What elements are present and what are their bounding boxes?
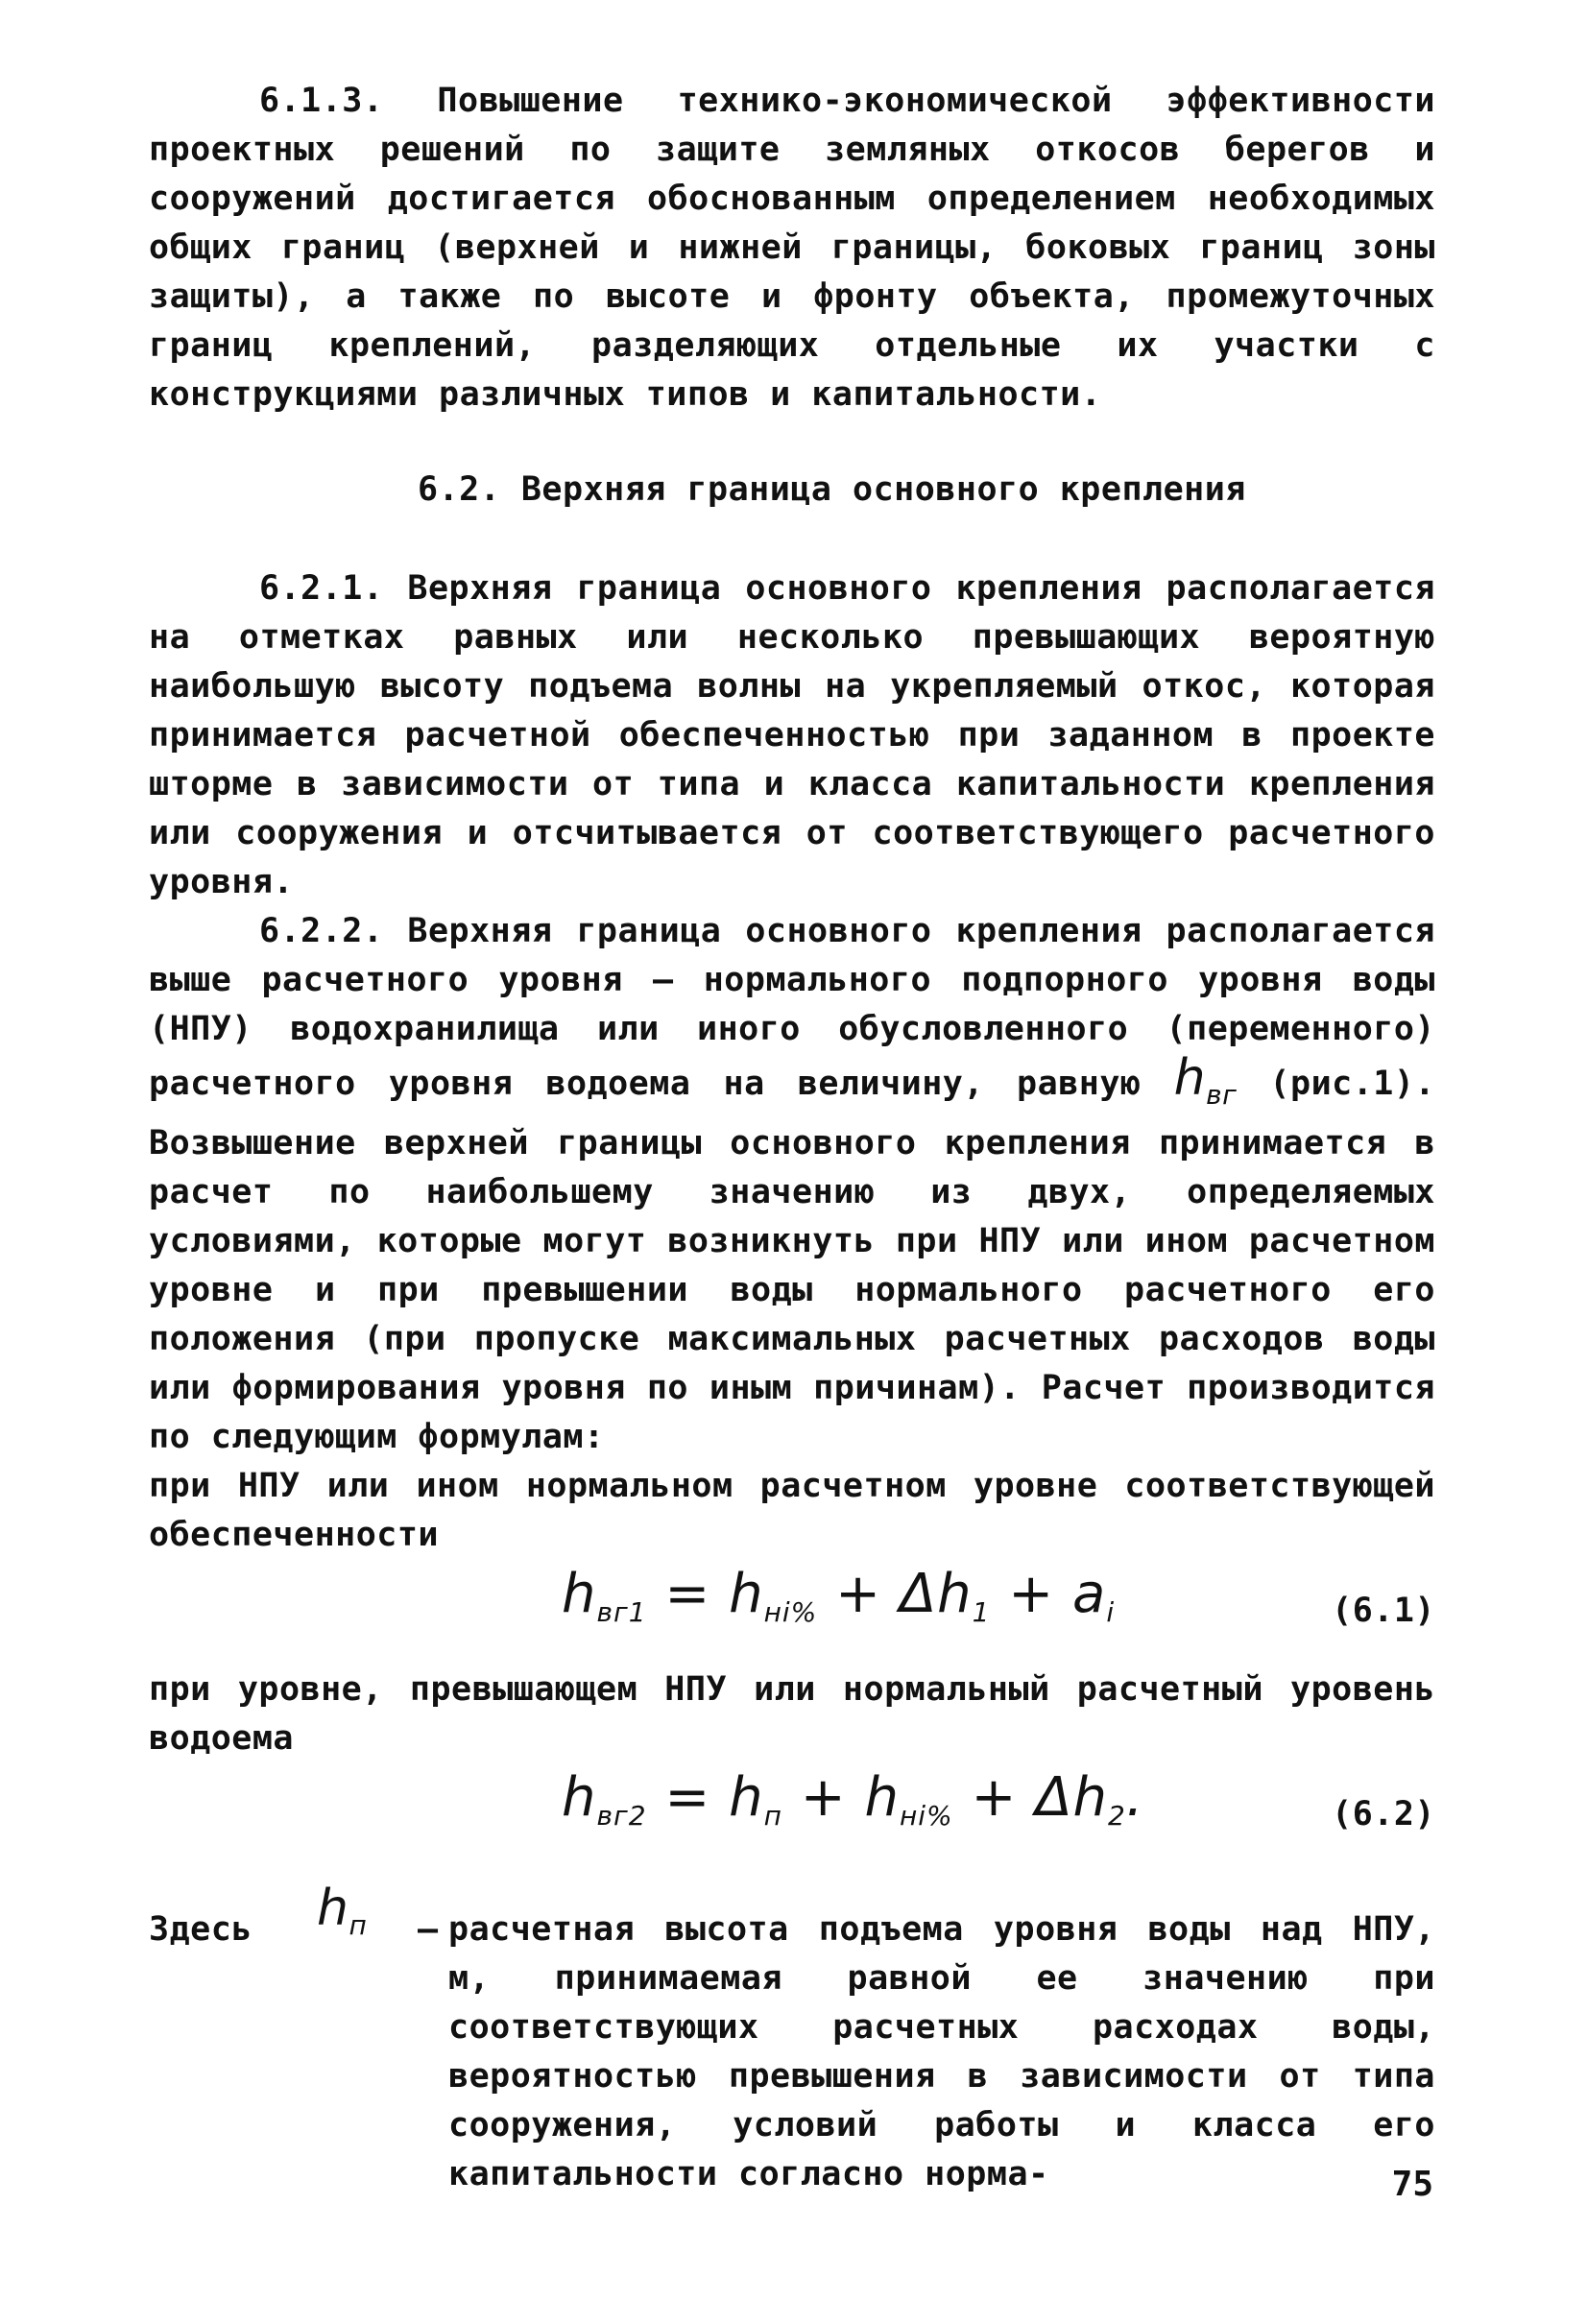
where-dash: – bbox=[418, 1910, 439, 1949]
page-number: 75 bbox=[1391, 2165, 1433, 2204]
formula-6-2-number: (6.2) bbox=[1332, 1795, 1435, 1833]
condition-1: при НПУ или ином нормальном расчетном уровне соответствующей обеспеченности bbox=[149, 1467, 1435, 1554]
condition-2: при уровне, превышающем НПУ или нормальный расчетный уровень водоема bbox=[149, 1670, 1435, 1758]
formula-6-1-number: (6.1) bbox=[1332, 1592, 1435, 1630]
formula-6-2-row bbox=[149, 1763, 1435, 1869]
where-label: Здесь bbox=[149, 1910, 252, 1949]
paragraph-6-2-2-part-a: 6.2.2. Верхняя граница основного крепления располагается выше расчетного уровня – нормального подпорного уровня воды (НПУ) водохранилища или иного обусловленного (переменного) расчетного уровня водоема на величину, равную bbox=[149, 912, 1435, 1103]
formula-6-1-row bbox=[149, 1560, 1435, 1665]
symbol-h-vg: $h_{вг}$ bbox=[1173, 1049, 1238, 1111]
paragraph-6-2-1: 6.2.1. Верхняя граница основного крепления располагается на отметках равных или несколько превышающих вероятную наибольшую высоту подъема волны на укрепляемый откос, которая принимается расчетной обеспеченностью при заданном в проекте шторме в зависимости от типа и класса капитальности крепления или сооружения и отсчитывается от соответствующего расчетного уровня. bbox=[149, 569, 1435, 901]
symbol-h-p: $h_п$ bbox=[317, 1880, 368, 1941]
paragraph-6-2-2-part-b: (рис.1). Возвышение верхней границы основного крепления принимается в расчет по наибольшему значению из двух, определяемых условиями, которые могут возникнуть при НПУ или ином расчетном уровне и при превышении воды нормального расчетного его положения (при пропуске максимальных расчетных расходов воды или формирования уровня по иным причинам). Расчет производится по следующим формулам: bbox=[149, 1065, 1435, 1456]
formula-6-2: $h_{вг2} = h_п + h_{нi\%} + \Delta h_2$. bbox=[562, 1766, 1144, 1832]
paragraph-6-2-2 bbox=[149, 907, 1435, 1462]
page-body bbox=[149, 77, 1435, 2199]
section-heading-6-2: 6.2. Верхняя граница основного крепления bbox=[418, 470, 1246, 509]
paragraph-6-1-3: 6.1.3. Повышение технико-экономической эффективности проектных решений по защите земляных откосов берегов и сооружений достигается обоснованным определением необходимых общих границ (верхней и нижней границы, боковых границ зоны защиты), а также по высоте и фронту объекта, промежуточных границ креплений, разделяющих отдельные их участки с конструкциями различных типов и капитальности. bbox=[149, 82, 1435, 414]
formula-6-1: $h_{вг1} = h_{нi\%} + \Delta h_1 + a_i$ bbox=[562, 1563, 1116, 1628]
where-text: расчетная высота подъема уровня воды над НПУ, м, принимаемая равной ее значению при соответствующих расчетных расходах воды, вероятностью превышения в зависимости от типа сооружения, условий работы и класса его капитальности согласно норма- bbox=[448, 1910, 1435, 2193]
where-definition bbox=[149, 1880, 1435, 2199]
